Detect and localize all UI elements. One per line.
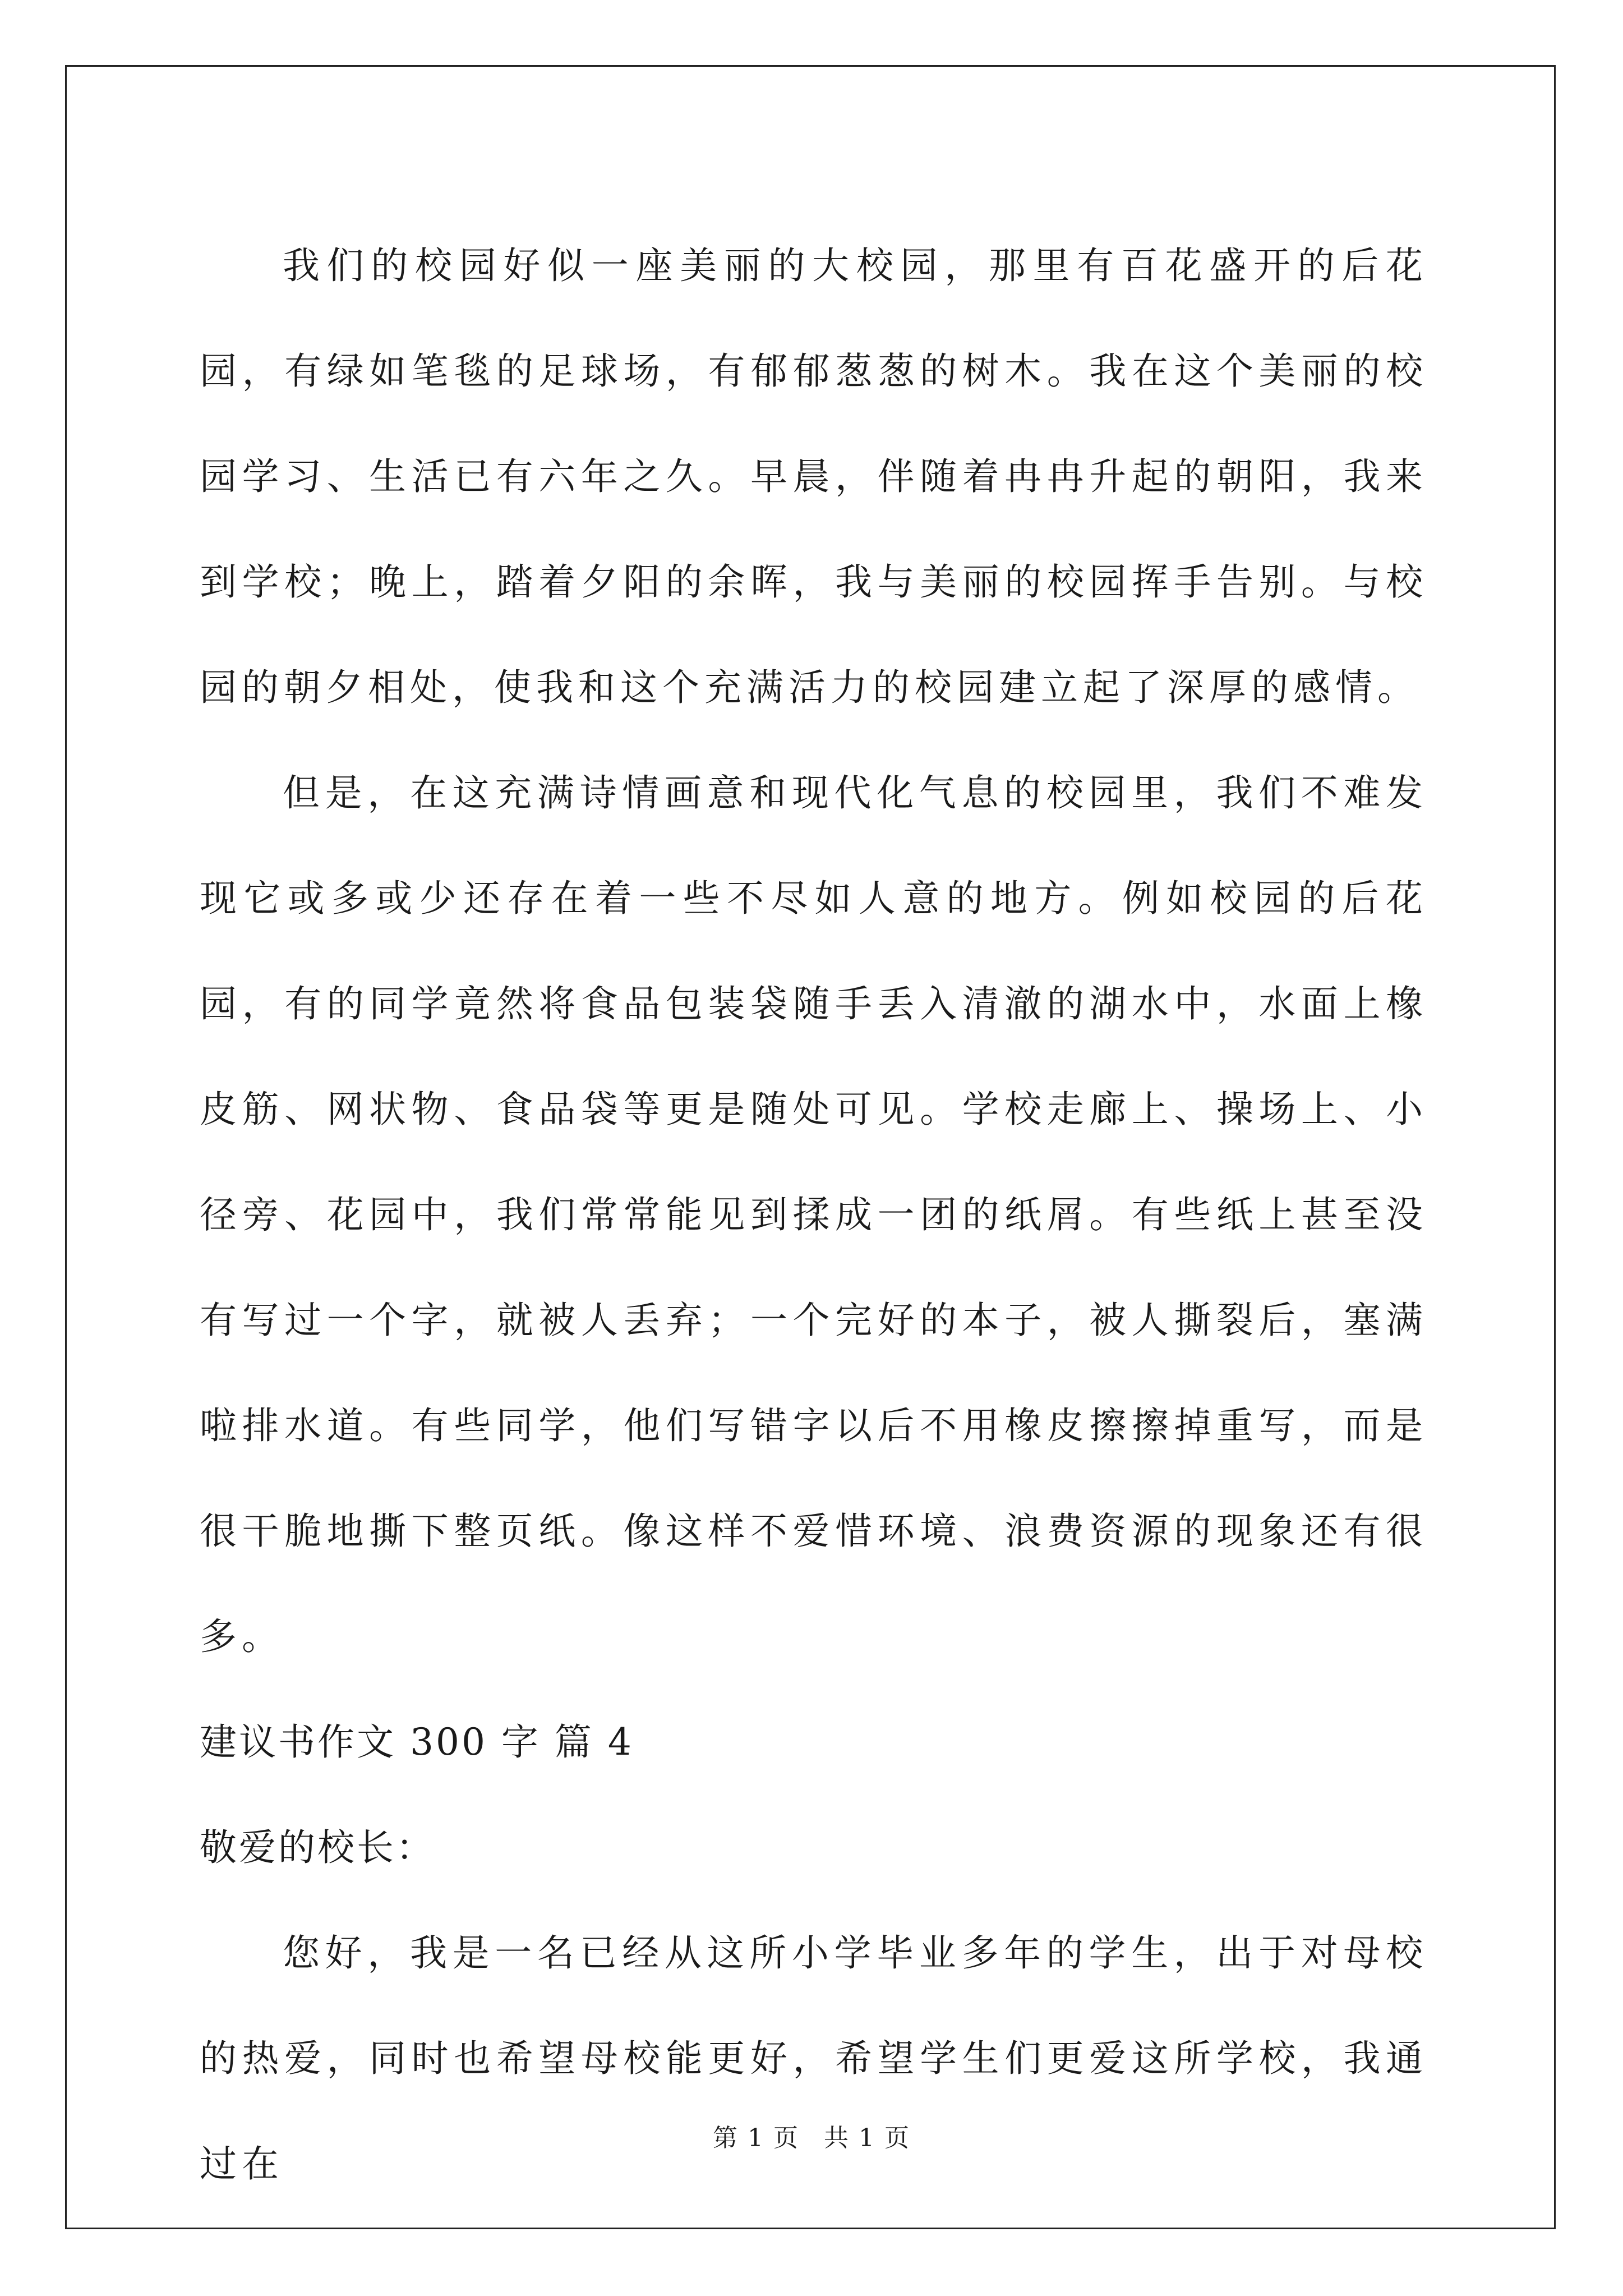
letter-salutation: 敬爱的校长： [200,1826,435,1869]
paragraph-campus-description: 我们的校园好似一座美丽的大校园，那里有百花盛开的后花园，有绿如笔毯的足球场，有郁郁葱葱的树木。我在这个美丽的校园学习、生活已有六年之久。早晨，伴随着冉冉升起的朝阳，我来到学校；晚上，踏着夕阳的余晖，我与美丽的校园挥手告别。与校园的朝夕相处，使我和这个充满活力的校园建立起了深厚的感情。 [200,244,1428,709]
page-number-total: 共 1 页 [824,2124,910,2152]
section-heading: 建议书作文 300 字 篇 4 [200,1720,634,1764]
paragraph-campus-problems: 但是，在这充满诗情画意和现代化气息的校园里，我们不难发现它或多或少还存在着一些不尽如人意的地方。例如校园的后花园，有的同学竟然将食品包装袋随手丢入清澈的湖水中，水面上橡皮筋、网状物、食品袋等更是随处可见。学校走廊上、操场上、小径旁、花园中，我们常常能见到揉成一团的纸屑。有些纸上甚至没有写过一个字，就被人丢弃；一个完好的本子，被人撕裂后，塞满啦排水道。有些同学，他们写错字以后不用橡皮擦擦掉重写，而是很干脆地撕下整页纸。像这样不爱惜环境、浪费资源的现象还有很多。 [200,771,1428,1658]
paragraph-letter-opening: 您好，我是一名已经从这所小学毕业多年的学生，出于对母校的热爱，同时也希望母校能更好，希望学生们更爱这所学校，我通过在 [200,1931,1428,2185]
document-body [200,213,1428,2217]
page-footer [0,2118,1623,2154]
page-number-current: 第 1 页 [713,2124,799,2152]
